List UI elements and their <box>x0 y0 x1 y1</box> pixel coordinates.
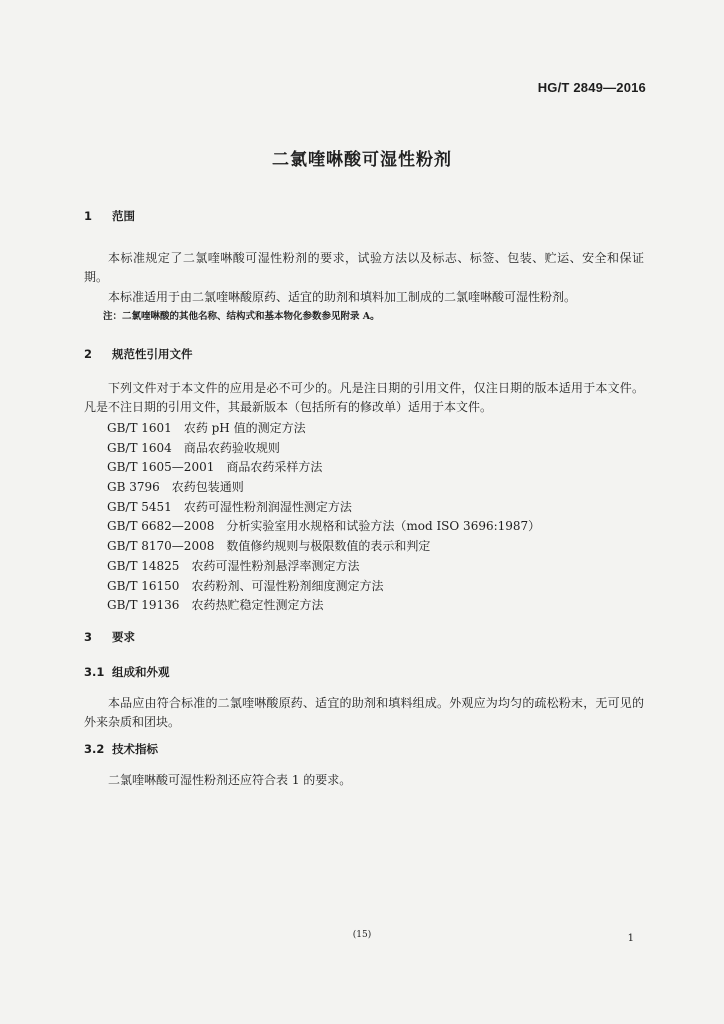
scope-paragraph-2: 本标准适用于由二氯喹啉酸原药、适宜的助剂和填料加工制成的二氯喹啉酸可湿性粉剂。 <box>108 290 577 304</box>
reference-item <box>107 557 647 577</box>
section-title: 范围 <box>112 209 135 223</box>
standard-code: HG/T 2849—2016 <box>537 80 646 95</box>
reference-code: GB/T 8170—2008 <box>107 539 215 554</box>
reference-title: 农药粉剂、可湿性粉剂细度测定方法 <box>191 578 384 593</box>
reference-title: 农药 pH 值的测定方法 <box>183 421 306 435</box>
composition-paragraph: 本品应由符合标准的二氯喹啉酸原药、适宜的助剂和填料组成。外观应为均匀的疏松粉末，无可见的外来杂质和团块。 <box>84 696 644 729</box>
reference-code: GB/T 1605—2001 <box>107 460 215 475</box>
page-number: 1 <box>627 933 634 944</box>
reference-title: 商品农药验收规则 <box>183 440 280 455</box>
section-title: 规范性引用文件 <box>112 347 193 361</box>
section-title: 组成和外观 <box>112 665 170 679</box>
reference-item <box>107 517 647 537</box>
reference-item <box>107 419 647 439</box>
reference-item <box>107 577 647 597</box>
reference-title: 分析实验室用水规格和试验方法（mod ISO 3696:1987） <box>226 519 541 534</box>
reference-item <box>107 439 647 459</box>
scope-note: 注：二氯喹啉酸的其他名称、结构式和基本物化参数参见附录 A。 <box>103 311 380 322</box>
technical-spec-paragraph: 二氯喹啉酸可湿性粉剂还应符合表 1 的要求。 <box>108 773 352 787</box>
reference-code: GB/T 14825 <box>107 558 180 573</box>
section-title: 技术指标 <box>112 742 158 756</box>
reference-list <box>107 419 647 616</box>
reference-code: GB/T 1604 <box>107 440 172 455</box>
reference-title: 农药热贮稳定性测定方法 <box>191 598 324 613</box>
section-number: 3.1 <box>84 665 105 679</box>
reference-title: 农药可湿性粉剂润湿性测定方法 <box>183 499 352 514</box>
reference-code: GB/T 16150 <box>107 578 180 593</box>
reference-item <box>107 458 647 478</box>
reference-item <box>107 537 647 557</box>
section-3-1-heading <box>84 664 170 680</box>
section-number: 3 <box>84 630 93 644</box>
reference-code: GB 3796 <box>107 480 160 495</box>
reference-code: GB/T 19136 <box>107 598 180 613</box>
section-number: 3.2 <box>84 742 105 756</box>
reference-title: 商品农药采样方法 <box>226 460 323 475</box>
reference-item <box>107 596 647 616</box>
reference-title: 数值修约规则与极限数值的表示和判定 <box>226 539 431 554</box>
reference-item <box>107 478 647 498</box>
reference-code: GB/T 1601 <box>107 421 172 435</box>
reference-title: 农药可湿性粉剂悬浮率测定方法 <box>191 558 360 573</box>
reference-code: GB/T 5451 <box>107 499 172 514</box>
reference-title: 农药包装通则 <box>171 480 244 495</box>
section-1-heading <box>84 208 135 224</box>
section-title: 要求 <box>112 630 135 644</box>
section-number: 1 <box>84 209 93 223</box>
document-title: 二氯喹啉酸可湿性粉剂 <box>272 150 452 170</box>
references-intro: 下列文件对于本文件的应用是必不可少的。凡是注日期的引用文件，仅注日期的版本适用于本文件。凡是不注日期的引用文件，其最新版本（包括所有的修改单）适用于本文件。 <box>84 381 644 414</box>
reference-code: GB/T 6682—2008 <box>107 519 215 534</box>
section-number: 2 <box>84 347 93 361</box>
section-3-heading <box>84 629 135 645</box>
section-3-2-heading <box>84 741 158 757</box>
volume-page-marker: (15) <box>352 930 372 940</box>
section-2-heading <box>84 346 193 362</box>
scope-paragraph-1: 本标准规定了二氯喹啉酸可湿性粉剂的要求，试验方法以及标志、标签、包装、贮运、安全和保证期。 <box>84 251 644 284</box>
reference-item <box>107 498 647 518</box>
